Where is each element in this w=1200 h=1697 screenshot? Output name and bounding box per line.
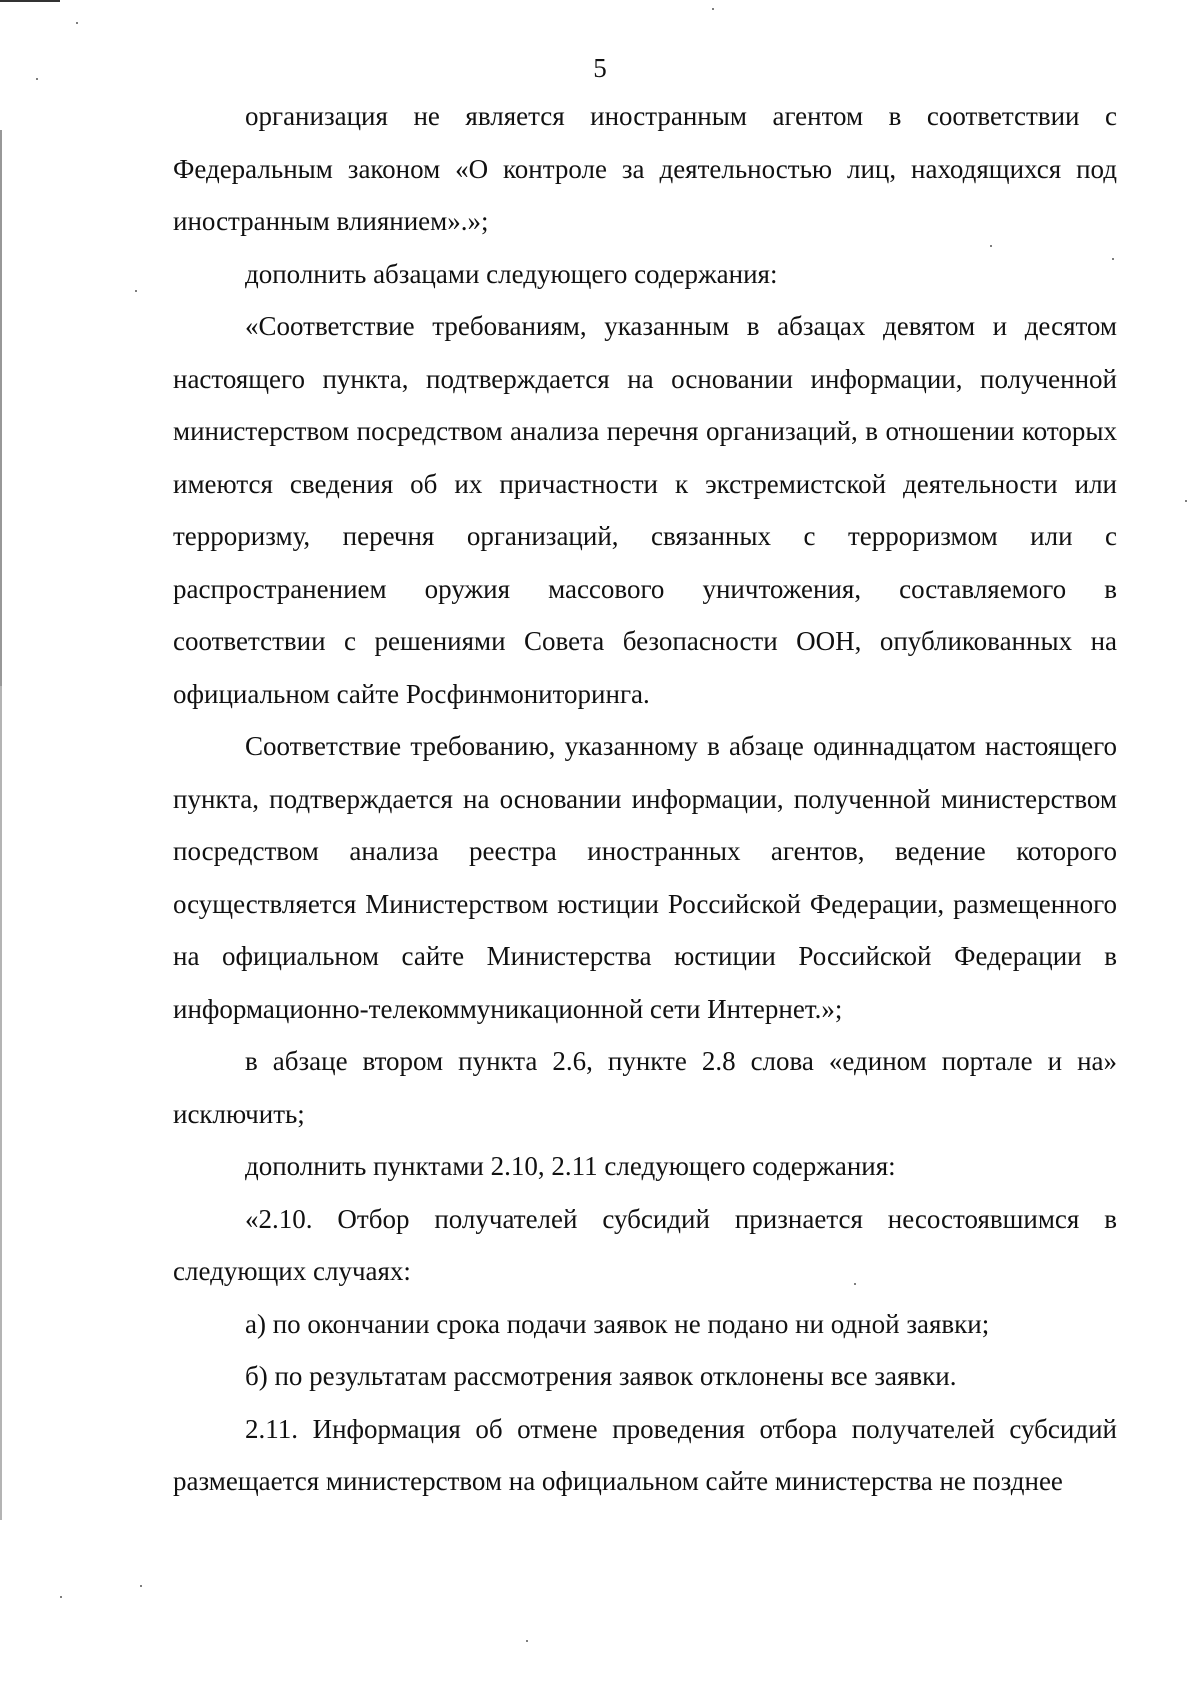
paragraph: в абзаце втором пункта 2.6, пункте 2.8 слова «едином портале и на» исключить; [173, 1046, 1117, 1129]
scan-speck [526, 1640, 528, 1642]
page-number: 5 [593, 53, 607, 83]
scan-artifact-left-edge [0, 130, 2, 1520]
scan-artifact-top [0, 0, 60, 2]
body-text [173, 90, 1117, 1508]
paragraph: Соответствие требованию, указанному в абзаце одиннадцатом настоящего пункта, подтверждается на основании информации, полученной министерством посредством анализа реестра иностранных агентов, ведение которого осуществляется Министерством юстиции Российской Федерации, размещенного на официальном сайте Министерства юстиции Российской Федерации в информационно-телекоммуникационной сети Интернет.»; [173, 731, 1117, 1024]
paragraph: «2.10. Отбор получателей субсидий признается несостоявшимся в следующих случаях: [173, 1203, 1117, 1286]
paragraph: 2.11. Информация об отмене проведения отбора получателей субсидий размещается министерством на официальном сайте министерства не позднее [173, 1413, 1117, 1496]
scan-speck [60, 1596, 62, 1598]
scan-speck [76, 22, 78, 24]
scan-speck [712, 8, 714, 10]
paragraph: дополнить абзацами следующего содержания: [245, 258, 778, 289]
scan-speck [140, 1585, 142, 1587]
paragraph: б) по результатам рассмотрения заявок отклонены все заявки. [245, 1361, 957, 1391]
paragraph: организация не является иностранным агентом в соответствии с Федеральным законом «О контроле за деятельностью лиц, находящихся под иностранным влиянием».»; [173, 101, 1117, 236]
scan-speck [36, 78, 38, 80]
paragraph: а) по окончании срока подачи заявок не подано ни одной заявки; [245, 1308, 990, 1339]
scan-speck [135, 290, 137, 292]
scan-speck [1185, 500, 1187, 502]
paragraph: дополнить пунктами 2.10, 2.11 следующего содержания: [245, 1151, 896, 1181]
paragraph: «Соответствие требованиям, указанным в абзацах девятом и десятом настоящего пункта, подтверждается на основании информации, полученной министерством посредством анализа перечня организаций, в отношении которых имеются сведения об их причастности к экстремистской деятельности или терроризму, перечня организаций, связанных с терроризмом или с распространением оружия массового уничтожения, составляемого в соответствии с решениями Совета безопасности ООН, опубликованных на официальном сайте Росфинмониторинга. [173, 311, 1117, 709]
